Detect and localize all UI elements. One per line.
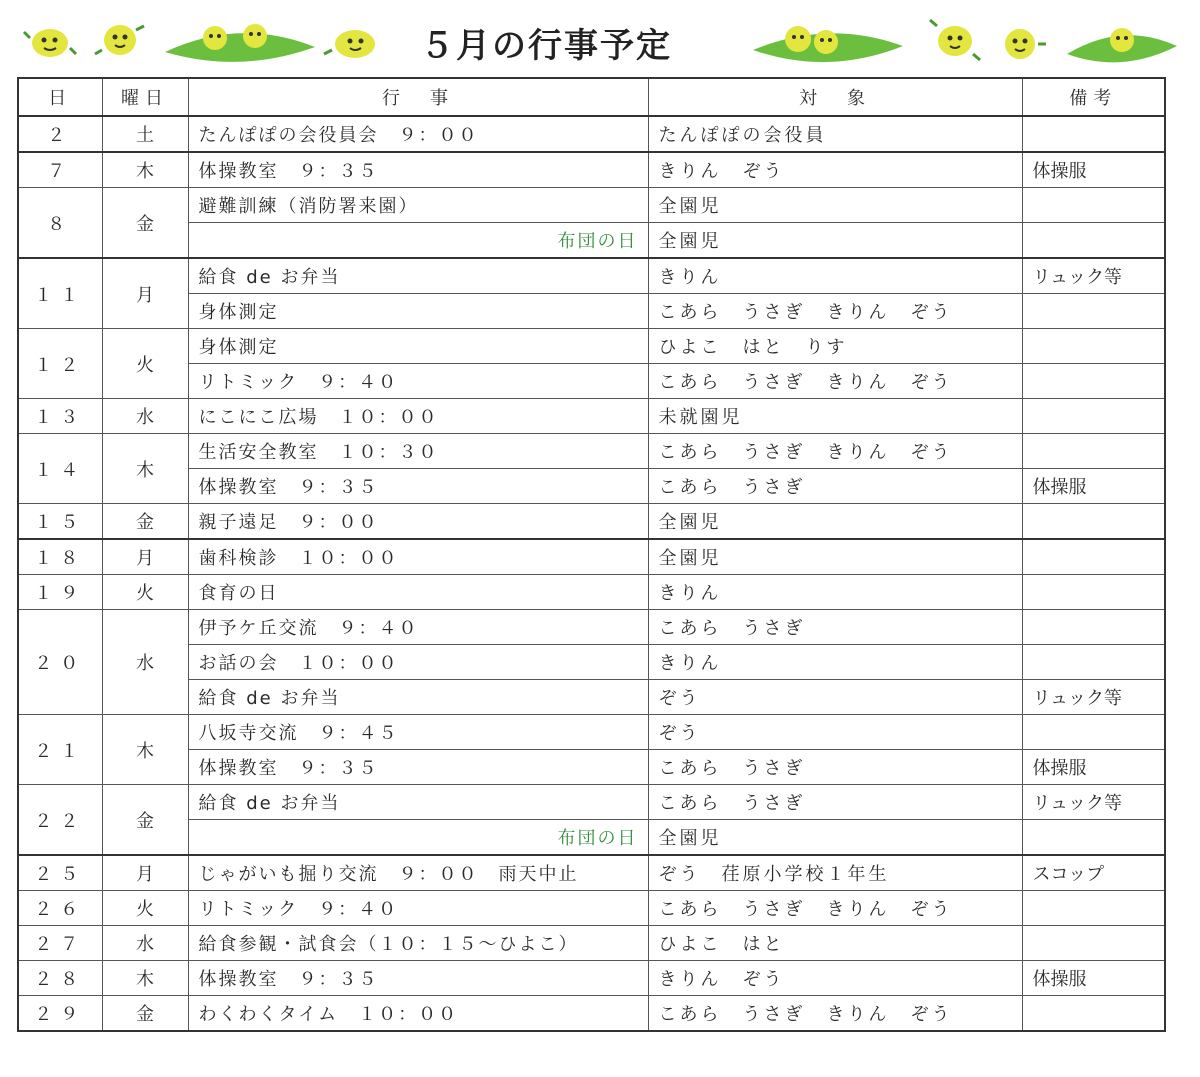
event-cell: 給食 de お弁当 xyxy=(188,258,648,294)
weekday-cell: 木 xyxy=(102,434,188,504)
table-row xyxy=(18,469,1165,504)
event-cell: 体操教室 ９：３５ xyxy=(188,750,648,785)
day-cell: ２１ xyxy=(18,715,102,785)
target-cell: ひよこ はと りす xyxy=(648,329,1022,364)
bean-character-icon xyxy=(20,18,80,68)
day-cell: １５ xyxy=(18,504,102,540)
day-cell: ２７ xyxy=(18,926,102,961)
day-cell: １３ xyxy=(18,399,102,434)
pea-pod-icon xyxy=(748,14,908,72)
table-row xyxy=(18,329,1165,364)
target-cell: 全園児 xyxy=(648,504,1022,540)
event-cell: わくわくタイム １０：００ xyxy=(188,996,648,1032)
note-cell xyxy=(1022,610,1165,645)
target-cell: こあら うさぎ xyxy=(648,469,1022,504)
table-row xyxy=(18,294,1165,329)
table-row xyxy=(18,820,1165,856)
schedule-table xyxy=(17,77,1166,1032)
day-cell: １８ xyxy=(18,539,102,575)
day-cell: ７ xyxy=(18,152,102,188)
target-cell: 全園児 xyxy=(648,188,1022,223)
column-header-day: 日 xyxy=(18,78,102,116)
event-cell: 親子遠足 ９：００ xyxy=(188,504,648,540)
note-cell xyxy=(1022,996,1165,1032)
table-row xyxy=(18,645,1165,680)
event-cell: にこにこ広場 １０：００ xyxy=(188,399,648,434)
table-row xyxy=(18,680,1165,715)
weekday-cell: 木 xyxy=(102,715,188,785)
day-cell: １９ xyxy=(18,575,102,610)
table-row xyxy=(18,785,1165,820)
table-row xyxy=(18,364,1165,399)
target-cell: こあら うさぎ きりん ぞう xyxy=(648,891,1022,926)
weekday-cell: 金 xyxy=(102,188,188,259)
event-cell: 生活安全教室 １０：３０ xyxy=(188,434,648,469)
bean-character-icon xyxy=(90,14,150,66)
bean-character-icon xyxy=(990,20,1050,68)
table-row xyxy=(18,715,1165,750)
event-cell: 体操教室 ９：３５ xyxy=(188,152,648,188)
note-cell xyxy=(1022,926,1165,961)
target-cell: きりん xyxy=(648,645,1022,680)
table-row xyxy=(18,258,1165,294)
weekday-cell: 金 xyxy=(102,996,188,1032)
day-cell: ２２ xyxy=(18,785,102,856)
event-cell: 給食 de お弁当 xyxy=(188,785,648,820)
event-cell: 身体測定 xyxy=(188,329,648,364)
target-cell: きりん xyxy=(648,258,1022,294)
event-cell: 伊予ケ丘交流 ９：４０ xyxy=(188,610,648,645)
day-cell: ２６ xyxy=(18,891,102,926)
note-cell xyxy=(1022,364,1165,399)
pea-pod-icon xyxy=(160,12,320,70)
weekday-cell: 金 xyxy=(102,504,188,540)
target-cell: きりん ぞう xyxy=(648,152,1022,188)
note-cell xyxy=(1022,539,1165,575)
bean-character-icon xyxy=(925,14,985,66)
event-cell: 布団の日 xyxy=(188,223,648,259)
target-cell: こあら うさぎ きりん ぞう xyxy=(648,364,1022,399)
column-header-target: 対 象 xyxy=(648,78,1022,116)
day-cell: ２０ xyxy=(18,610,102,715)
weekday-cell: 土 xyxy=(102,116,188,152)
note-cell xyxy=(1022,399,1165,434)
table-row xyxy=(18,152,1165,188)
event-cell: 体操教室 ９：３５ xyxy=(188,961,648,996)
event-cell: 布団の日 xyxy=(188,820,648,856)
weekday-cell: 月 xyxy=(102,258,188,329)
note-cell xyxy=(1022,116,1165,152)
note-cell: リュック等 xyxy=(1022,785,1165,820)
event-cell: 給食参観・試食会（１０：１５～ひよこ） xyxy=(188,926,648,961)
table-row xyxy=(18,434,1165,469)
target-cell: こあら うさぎ きりん ぞう xyxy=(648,294,1022,329)
event-cell: お話の会 １０：００ xyxy=(188,645,648,680)
event-cell: リトミック ９：４０ xyxy=(188,891,648,926)
table-row xyxy=(18,926,1165,961)
table-row xyxy=(18,116,1165,152)
target-cell: きりん xyxy=(648,575,1022,610)
weekday-cell: 月 xyxy=(102,539,188,575)
event-cell: リトミック ９：４０ xyxy=(188,364,648,399)
target-cell: こあら うさぎ xyxy=(648,610,1022,645)
event-cell: 体操教室 ９：３５ xyxy=(188,469,648,504)
day-cell: ２９ xyxy=(18,996,102,1032)
target-cell: 未就園児 xyxy=(648,399,1022,434)
target-cell: こあら うさぎ xyxy=(648,750,1022,785)
note-cell xyxy=(1022,575,1165,610)
note-cell: 体操服 xyxy=(1022,469,1165,504)
weekday-cell: 火 xyxy=(102,329,188,399)
page-title: ５月の行事予定 xyxy=(420,26,672,66)
note-cell xyxy=(1022,645,1165,680)
event-cell: たんぽぽの会役員会 ９：００ xyxy=(188,116,648,152)
page-header xyxy=(0,0,1200,75)
note-cell xyxy=(1022,891,1165,926)
note-cell xyxy=(1022,434,1165,469)
weekday-cell: 木 xyxy=(102,152,188,188)
table-row xyxy=(18,961,1165,996)
table-row xyxy=(18,996,1165,1032)
target-cell: 全園児 xyxy=(648,820,1022,856)
day-cell: ８ xyxy=(18,188,102,259)
weekday-cell: 木 xyxy=(102,961,188,996)
weekday-cell: 金 xyxy=(102,785,188,856)
column-header-event: 行 事 xyxy=(188,78,648,116)
day-cell: ２８ xyxy=(18,961,102,996)
weekday-cell: 水 xyxy=(102,610,188,715)
note-cell xyxy=(1022,504,1165,540)
note-cell: 体操服 xyxy=(1022,750,1165,785)
note-cell xyxy=(1022,715,1165,750)
table-row xyxy=(18,891,1165,926)
bean-character-icon xyxy=(320,20,390,68)
day-cell: １４ xyxy=(18,434,102,504)
target-cell: 全園児 xyxy=(648,539,1022,575)
note-cell: リュック等 xyxy=(1022,680,1165,715)
weekday-cell: 月 xyxy=(102,855,188,891)
table-header-row xyxy=(18,78,1165,116)
note-cell: リュック等 xyxy=(1022,258,1165,294)
table-row xyxy=(18,188,1165,223)
weekday-cell: 水 xyxy=(102,926,188,961)
target-cell: 全園児 xyxy=(648,223,1022,259)
target-cell: こあら うさぎ きりん ぞう xyxy=(648,996,1022,1032)
day-cell: ２ xyxy=(18,116,102,152)
column-header-note: 備考 xyxy=(1022,78,1165,116)
event-cell: 八坂寺交流 ９：４５ xyxy=(188,715,648,750)
target-cell: こあら うさぎ xyxy=(648,785,1022,820)
weekday-cell: 火 xyxy=(102,891,188,926)
table-row xyxy=(18,399,1165,434)
target-cell: ぞう xyxy=(648,715,1022,750)
note-cell xyxy=(1022,223,1165,259)
column-header-weekday: 曜日 xyxy=(102,78,188,116)
event-cell: 歯科検診 １０：００ xyxy=(188,539,648,575)
note-cell xyxy=(1022,820,1165,856)
target-cell: ひよこ はと xyxy=(648,926,1022,961)
target-cell: きりん ぞう xyxy=(648,961,1022,996)
weekday-cell: 火 xyxy=(102,575,188,610)
table-row xyxy=(18,575,1165,610)
table-row xyxy=(18,539,1165,575)
note-cell: 体操服 xyxy=(1022,152,1165,188)
note-cell: スコップ xyxy=(1022,855,1165,891)
table-row xyxy=(18,610,1165,645)
note-cell xyxy=(1022,329,1165,364)
note-cell xyxy=(1022,294,1165,329)
target-cell: ぞう xyxy=(648,680,1022,715)
note-cell: 体操服 xyxy=(1022,961,1165,996)
note-cell xyxy=(1022,188,1165,223)
event-cell: 給食 de お弁当 xyxy=(188,680,648,715)
table-row xyxy=(18,504,1165,540)
table-row xyxy=(18,223,1165,259)
target-cell: こあら うさぎ きりん ぞう xyxy=(648,434,1022,469)
target-cell: ぞう 荏原小学校１年生 xyxy=(648,855,1022,891)
event-cell: 避難訓練（消防署来園） xyxy=(188,188,648,223)
event-cell: じゃがいも掘り交流 ９：００ 雨天中止 xyxy=(188,855,648,891)
event-cell: 食育の日 xyxy=(188,575,648,610)
target-cell: たんぽぽの会役員 xyxy=(648,116,1022,152)
weekday-cell: 水 xyxy=(102,399,188,434)
table-row xyxy=(18,855,1165,891)
table-row xyxy=(18,750,1165,785)
day-cell: １１ xyxy=(18,258,102,329)
day-cell: １２ xyxy=(18,329,102,399)
event-cell: 身体測定 xyxy=(188,294,648,329)
day-cell: ２５ xyxy=(18,855,102,891)
pea-pod-icon xyxy=(1062,16,1182,72)
